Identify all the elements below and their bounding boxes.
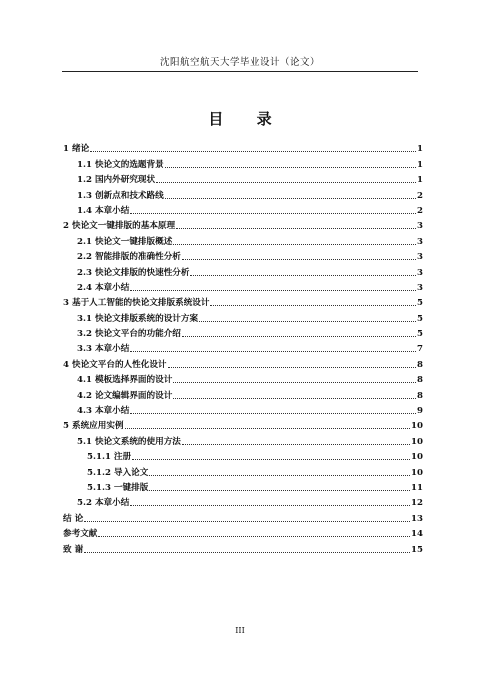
toc-entry-label: 3.1 快论文排版系统的设计方案	[77, 313, 199, 324]
toc-entry[interactable]	[63, 401, 423, 416]
toc-entry[interactable]	[63, 262, 423, 277]
toc-leader-dots	[165, 198, 416, 199]
toc-entry-page: 11	[411, 482, 423, 493]
toc-entry-label: 1.1 快论文的选题背景	[77, 159, 164, 170]
toc-entry-label: 1.4 本章小结	[77, 205, 130, 216]
toc-entry[interactable]	[63, 539, 423, 554]
toc-leader-dots	[130, 351, 416, 352]
toc-entry-label: 5.1.3 一键排版	[87, 482, 149, 493]
toc-leader-dots	[176, 228, 416, 229]
toc-entry[interactable]	[63, 354, 423, 369]
toc-entry[interactable]	[63, 201, 423, 216]
toc-entry-page: 5	[417, 329, 423, 340]
toc-leader-dots	[149, 475, 410, 476]
toc-leader-dots	[168, 367, 417, 368]
toc-entry[interactable]	[63, 170, 423, 185]
toc-entry-label: 参考文献	[63, 529, 98, 540]
toc-entry-page: 3	[417, 282, 423, 293]
toc-entry-label: 致 谢	[63, 544, 84, 555]
toc-leader-dots	[173, 244, 416, 245]
toc-entry[interactable]	[63, 462, 423, 477]
toc-entry[interactable]	[63, 154, 423, 169]
toc-entry-label: 5.1.2 导入论文	[87, 467, 149, 478]
toc-entry-page: 1	[417, 144, 423, 155]
toc-entry[interactable]	[63, 278, 423, 293]
toc-entry-label: 5.1.1 注册	[87, 452, 132, 463]
toc-leader-dots	[173, 382, 416, 383]
toc-entry-page: 14	[411, 529, 423, 540]
toc-leader-dots	[90, 151, 416, 152]
toc-entry[interactable]	[63, 416, 423, 431]
toc-entry-page: 10	[411, 467, 423, 478]
toc-entry-page: 9	[417, 406, 423, 417]
toc-leader-dots	[130, 505, 410, 506]
toc-entry-page: 8	[417, 375, 423, 386]
toc-leader-dots	[210, 305, 416, 306]
toc-entry[interactable]	[63, 247, 423, 262]
toc-entry[interactable]	[63, 524, 423, 539]
toc-entry[interactable]	[63, 139, 423, 154]
toc-leader-dots	[156, 182, 416, 183]
toc-entry-label: 2.4 本章小结	[77, 282, 130, 293]
toc-entry-page: 3	[417, 236, 423, 247]
toc-entry[interactable]	[63, 308, 423, 323]
toc-entry-page: 10	[411, 421, 423, 432]
toc-leader-dots	[130, 290, 416, 291]
toc-entry[interactable]	[63, 185, 423, 200]
toc-leader-dots	[182, 259, 416, 260]
toc-entry[interactable]	[63, 339, 423, 354]
toc-entry-page: 12	[411, 498, 423, 509]
toc-entry[interactable]	[63, 385, 423, 400]
toc-entry-label: 1.3 创新点和技术路线	[77, 190, 164, 201]
toc-entry-label: 3 基于人工智能的快论文排版系统设计	[63, 298, 210, 309]
page-number: III	[235, 626, 245, 635]
toc-entry-page: 1	[417, 175, 423, 186]
toc-entry[interactable]	[63, 508, 423, 523]
toc-leader-dots	[84, 552, 410, 553]
toc-entry[interactable]	[63, 216, 423, 231]
toc-leader-dots	[199, 321, 416, 322]
toc-leader-dots	[182, 336, 416, 337]
toc-leader-dots	[132, 459, 410, 460]
toc-leader-dots	[130, 413, 416, 414]
toc-entry[interactable]	[63, 231, 423, 246]
toc-leader-dots	[173, 398, 416, 399]
toc-leader-dots	[84, 521, 410, 522]
toc-entry-label: 3.2 快论文平台的功能介绍	[77, 329, 181, 340]
toc-entry-label: 2.1 快论文一键排版概述	[77, 236, 173, 247]
toc-entry-label: 5 系统应用实例	[63, 421, 124, 432]
toc-entry-label: 5.2 本章小结	[77, 498, 130, 509]
toc-entry-page: 7	[417, 344, 423, 355]
toc-entry-page: 1	[417, 159, 423, 170]
page-title: 目 录	[208, 110, 286, 128]
toc-entry[interactable]	[63, 447, 423, 462]
toc-entry[interactable]	[63, 293, 423, 308]
toc-entry-label: 4 快论文平台的人性化设计	[63, 359, 167, 370]
toc-entry[interactable]	[63, 478, 423, 493]
toc-entry-label: 2.3 快论文排版的快速性分析	[77, 267, 190, 278]
toc-leader-dots	[165, 167, 416, 168]
toc-entry-page: 3	[417, 267, 423, 278]
toc-entry-label: 5.1 快论文系统的使用方法	[77, 436, 181, 447]
toc-entry-label: 3.3 本章小结	[77, 344, 130, 355]
toc-entry-page: 10	[411, 436, 423, 447]
toc-entry-label: 4.1 模板选择界面的设计	[77, 375, 173, 386]
toc-entry-page: 13	[411, 513, 423, 524]
toc-entry-page: 10	[411, 452, 423, 463]
toc-entry-page: 3	[417, 252, 423, 263]
toc-entry-label: 结 论	[63, 513, 84, 524]
toc-entry-page: 2	[417, 205, 423, 216]
toc-entry[interactable]	[63, 493, 423, 508]
toc-entry-page: 5	[417, 298, 423, 309]
toc-leader-dots	[125, 428, 410, 429]
toc-entry[interactable]	[63, 370, 423, 385]
toc-entry-label: 1 绪论	[63, 144, 90, 155]
toc-entry-page: 8	[417, 359, 423, 370]
toc-entry-label: 4.3 本章小结	[77, 406, 130, 417]
toc-entry-page: 2	[417, 190, 423, 201]
table-of-contents	[63, 139, 423, 555]
toc-leader-dots	[98, 536, 410, 537]
toc-entry[interactable]	[63, 431, 423, 446]
toc-entry-label: 1.2 国内外研究现状	[77, 175, 156, 186]
toc-leader-dots	[182, 444, 410, 445]
toc-leader-dots	[130, 213, 416, 214]
toc-leader-dots	[149, 490, 410, 491]
toc-entry-label: 4.2 论文编辑界面的设计	[77, 390, 173, 401]
toc-leader-dots	[190, 275, 416, 276]
running-header: 沈阳航空航天大学毕业设计（论文）	[62, 57, 418, 72]
toc-entry-page: 5	[417, 313, 423, 324]
toc-entry-label: 2 快论文一键排版的基本原理	[63, 221, 176, 232]
toc-entry-page: 8	[417, 390, 423, 401]
toc-entry-page: 15	[411, 544, 423, 555]
toc-entry-label: 2.2 智能排版的准确性分析	[77, 252, 181, 263]
toc-entry[interactable]	[63, 324, 423, 339]
toc-entry-page: 3	[417, 221, 423, 232]
